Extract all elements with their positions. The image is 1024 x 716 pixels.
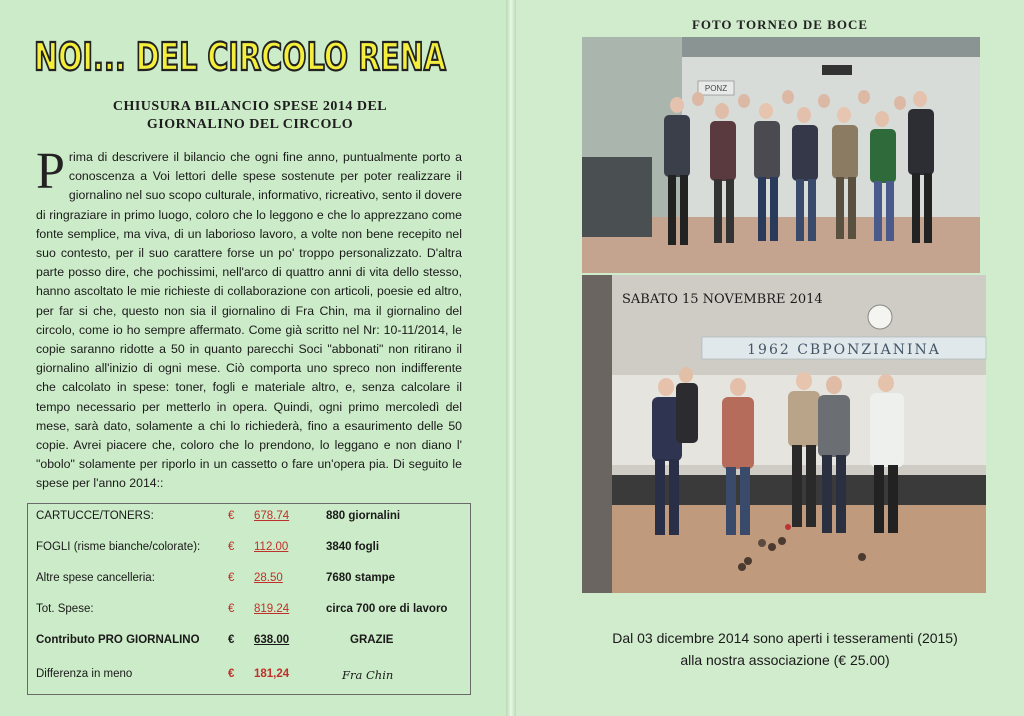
summary-row (28, 572, 470, 602)
currency-symbol: € (228, 634, 235, 646)
row-amount: 112.00 (254, 541, 289, 553)
article-paragraph: rima di descrivere il bilancio che ogni fine anno, puntualmente porto a conoscenza a Voi lettori delle spese sostenute per poter realizzare il giornalino nel suo scopo culturale, informativo, ricreativo, sento il dovere di ringraziare in primo luogo, coloro che lo leggono e che lo apprezzano come fonte semplice, ma viva, di un laborioso lavoro, a volte non bene recepito nel suo contesto, per il suo carattere forse un po' troppo personalizzato. D'altra parte posso dire, che pochissimi, nell'arco di quattro anni di vita dello stesso, hanno ascoltato le mie richieste di collaborazione con articoli, poesie ed altro, per far si che, questo non sia il giornalino di Fra Chin, ma il giornalino del circolo, come io ho sempre affermato. Come già scritto nel Nr: 10-11/2014, le copie saranno ridotte a 50 in quanto parecchi Soci "abbonati" non ritirano il giornalino all'inizio di ogni mese. Ciò comporta uno spreco non indifferente che calcolato in spese: toner, fogli e materiale altro, e, senza calcolare il tempo necessario per metterlo in opera. Quindi, ogni primo mercoledì del mese, sarà dato, solamente a chi lo richiederà, fino a esaurimento delle 50 copie. Avrei piacere che, coloro che lo prendono, lo leggano e non diano l' "obolo" solamente per riporlo in un cassetto o fare un'opera pia. Di seguito le spese per l'anno 2014:: (36, 150, 462, 491)
notice-line-1: Dal 03 dicembre 2014 sono aperti i tesseramenti (2015) (612, 630, 958, 646)
group-photo (582, 37, 980, 273)
currency-symbol: € (228, 541, 235, 553)
currency-symbol: € (228, 603, 235, 615)
row-label: CARTUCCE/TONERS: (36, 510, 154, 522)
row-amount: 181,24 (254, 668, 290, 680)
row-label: Tot. Spese: (36, 603, 94, 615)
row-note: 880 giornalini (326, 510, 401, 522)
masthead (32, 20, 452, 84)
row-label: Differenza in meno (36, 668, 133, 680)
masthead-text: NOI... DEL CIRCOLO RENA (34, 35, 447, 79)
article-body (36, 143, 462, 494)
summary-row (28, 668, 470, 698)
bocce-players-photo (582, 275, 986, 593)
row-note: 3840 fogli (326, 541, 380, 553)
expense-summary-box (27, 503, 471, 695)
row-amount: 678.74 (254, 510, 290, 522)
row-label: Contributo PRO GIORNALINO (36, 634, 200, 646)
row-label: Altre spese cancelleria: (36, 572, 155, 584)
subtitle-line-1: CHIUSURA BILANCIO SPESE 2014 DEL (112, 99, 388, 114)
drop-cap: P (36, 143, 65, 200)
row-note: 7680 stampe (326, 572, 396, 584)
currency-symbol: € (228, 510, 235, 522)
row-label: FOGLI (risme bianche/colorate): (36, 541, 201, 553)
club-banner-text: 1962 CBPONZIANINA (747, 342, 941, 358)
photo1-sign: PONZ (704, 84, 728, 93)
summary-row (28, 541, 470, 571)
summary-row (28, 510, 470, 540)
photo-page-title: FOTO TORNEO DE BOCE (691, 17, 869, 32)
currency-symbol: € (228, 572, 235, 584)
signature: Fra Chin (342, 668, 394, 682)
page-fold (506, 0, 516, 716)
subtitle-line-2: GIORNALINO DEL CIRCOLO (146, 117, 354, 132)
row-note: circa 700 ore di lavoro (326, 603, 448, 615)
membership-notice (560, 627, 1010, 671)
row-amount: 28.50 (254, 572, 283, 584)
summary-row (28, 634, 470, 664)
summary-row (28, 603, 470, 633)
article-subtitle (60, 98, 440, 134)
row-amount: 819.24 (254, 603, 290, 615)
photo-caption-date: SABATO 15 NOVEMBRE 2014 (622, 292, 823, 307)
row-amount: 638.00 (254, 634, 290, 646)
row-note: GRAZIE (350, 634, 394, 646)
currency-symbol: € (228, 668, 235, 680)
notice-line-2: alla nostra associazione (€ 25.00) (680, 652, 890, 668)
